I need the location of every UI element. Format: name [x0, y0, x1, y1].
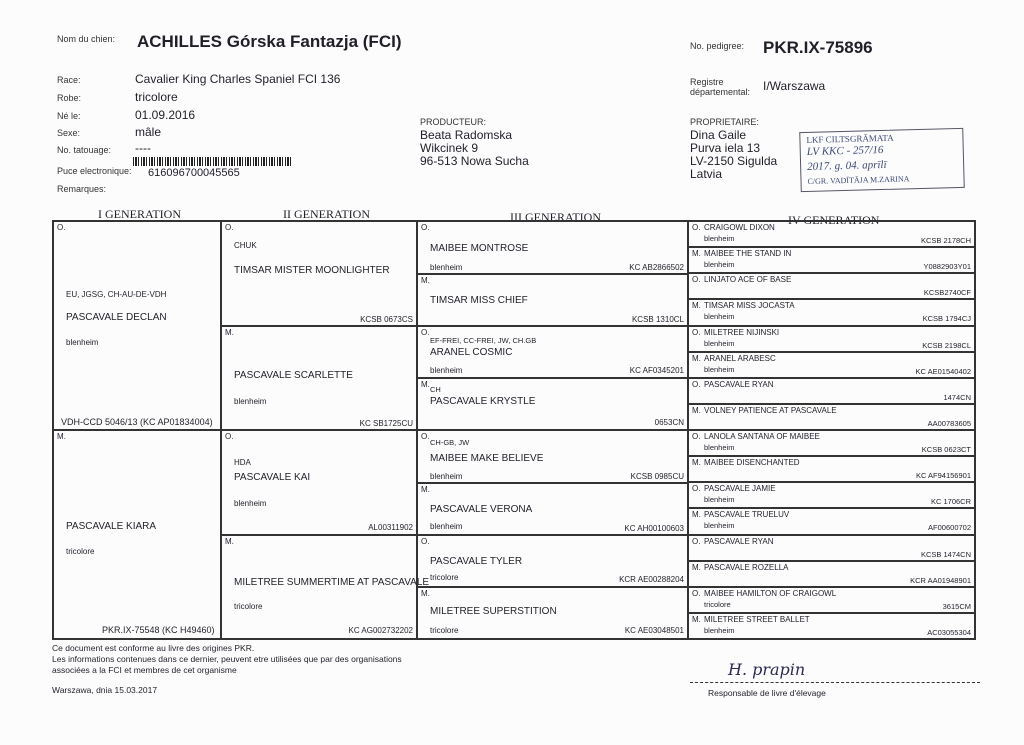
signature: H. prapin — [728, 660, 806, 679]
registration: KCSB 1794CJ — [922, 314, 971, 324]
dog-name: MAIBEE THE STAND IN — [704, 249, 792, 259]
registration: KCSB2740CF — [923, 288, 971, 298]
dog-name: MILETREE NIJINSKI — [704, 327, 780, 337]
parent-tag: M. — [421, 485, 430, 494]
dog-color: blenheim — [704, 443, 735, 452]
titles: CH-GB, JW — [430, 438, 470, 447]
producteur-line: 96-513 Nowa Sucha — [420, 154, 529, 168]
dog-name: MILETREE STREET BALLET — [704, 614, 810, 624]
dog-name: PASCAVALE TRUELUV — [704, 510, 790, 520]
gen4-cell — [688, 326, 975, 352]
pedigree-table — [52, 220, 976, 640]
parent-tag: O. — [692, 588, 701, 598]
dog-name: PASCAVALE RYAN — [704, 379, 774, 389]
registration: 3615CM — [942, 601, 971, 611]
dog-color: blenheim — [430, 263, 463, 272]
gen4-cell — [688, 299, 975, 325]
parent-tag: M. — [692, 458, 701, 468]
dog-name: PASCAVALE KIARA — [66, 521, 157, 532]
responsable-label: Responsable de livre d'élevage — [708, 688, 826, 698]
gen4-cell — [688, 508, 975, 534]
gen4-cell — [688, 430, 975, 456]
pedigree-label: No. pedigree: — [690, 41, 745, 51]
dog-name: LINJATO ACE OF BASE — [704, 275, 792, 285]
parent-tag: M. — [421, 380, 430, 389]
parent-tag: M. — [225, 328, 234, 337]
nom-label: Nom du chien: — [57, 34, 116, 44]
titles: HDA — [234, 458, 251, 467]
gen4-cell — [688, 561, 975, 587]
dog-color: tricolore — [430, 573, 459, 582]
registration: VDH-CCD 5046/13 (KC AP01834004) — [61, 417, 213, 427]
dog-name: MILETREE SUMMERTIME AT PASCAVALE — [234, 577, 430, 588]
gen3-cell — [417, 430, 688, 483]
gen3-cell — [417, 221, 688, 274]
tatouage-label: No. tatouage: — [57, 145, 112, 155]
dog-name: TIMSAR MISS JOCASTA — [704, 301, 795, 311]
gen2-cell — [221, 326, 417, 430]
gen2-cell — [221, 221, 417, 326]
titles: EF-FREI, CC-FREI, JW, CH.GB — [430, 336, 537, 345]
dog-name: VOLNEY PATIENCE AT PASCAVALE — [704, 405, 837, 415]
dog-color: blenheim — [66, 338, 99, 347]
registration: AA00783605 — [927, 418, 971, 428]
parent-tag: O. — [421, 537, 430, 546]
dog-name: MILETREE SUPERSTITION — [430, 606, 557, 617]
stamp-line: C/GR. VADĪTĀJA M.ZARINA — [807, 174, 910, 186]
dog-name: ARANEL ARABESC — [704, 353, 776, 363]
gen4-cell — [688, 587, 975, 613]
titles: CHUK — [234, 241, 257, 250]
titles: EU, JGSG, CH-AU-DE-VDH — [66, 290, 167, 299]
registre-label-1: Registre — [690, 77, 724, 87]
robe-value: tricolore — [135, 90, 178, 104]
parent-tag: O. — [225, 223, 234, 232]
gen3-cell — [417, 326, 688, 378]
gen3-cell — [417, 535, 688, 587]
registry-stamp — [799, 128, 965, 192]
dog-color: blenheim — [704, 312, 735, 322]
registration: KC AH00100603 — [624, 524, 684, 533]
registration: KC AF94156901 — [915, 471, 971, 481]
place-date: Warszawa, dnia 15.03.2017 — [52, 685, 158, 695]
gen2-cell — [221, 430, 417, 535]
dog-name: PASCAVALE JAMIE — [704, 484, 776, 494]
parent-tag: M. — [692, 562, 701, 572]
producteur-line: Wikcinek 9 — [420, 141, 479, 155]
registration: KC AB2866502 — [629, 263, 684, 272]
registration: KCSB 0623CT — [921, 445, 971, 454]
registration: 1474CN — [943, 392, 971, 402]
dog-name: PASCAVALE SCARLETTE — [234, 370, 353, 381]
parent-tag: M. — [421, 276, 430, 285]
stamp-line: LKF CILTSGRĀMATA — [806, 132, 894, 145]
dog-color: blenheim — [704, 338, 735, 348]
race-label: Race: — [57, 75, 81, 85]
registration: PKR.IX-75548 (KC H49460) — [102, 625, 215, 635]
generation-header: IV GENERATION — [788, 213, 880, 227]
gen4-cell — [688, 247, 975, 273]
gen3-cell — [417, 274, 688, 326]
footer-line: Les informations contenues dans ce dernier, peuvent etre utilisées que par des organisations — [52, 654, 402, 664]
registration: KC 1706CR — [930, 497, 971, 507]
registration: AF00600702 — [928, 523, 971, 533]
generation-header: III GENERATION — [510, 210, 601, 224]
registration: KCSB 1474CN — [920, 549, 971, 559]
dog-name: CRAIGOWL DIXON — [704, 223, 775, 232]
parent-tag: O. — [692, 536, 701, 546]
gen4-cell — [688, 273, 975, 299]
gen1-dam-cell — [53, 430, 221, 639]
parent-tag: M. — [692, 301, 701, 311]
dog-color: tricolore — [704, 599, 731, 609]
parent-tag: O. — [421, 223, 430, 232]
gen4-cell — [688, 352, 975, 378]
registration: 0653CN — [654, 418, 684, 427]
dog-color: blenheim — [704, 364, 735, 374]
dog-color: tricolore — [66, 547, 95, 556]
dog-name: PASCAVALE KRYSTLE — [430, 396, 536, 407]
sexe-label: Sexe: — [57, 128, 81, 138]
generation-header: I GENERATION — [98, 207, 181, 221]
footer-line: Ce document est conforme au livre des origines PKR. — [52, 643, 255, 653]
proprietaire-line: Latvia — [690, 167, 723, 181]
dog-color: blenheim — [704, 260, 735, 270]
gen3-cell — [417, 483, 688, 535]
puce-label: Puce electronique: — [57, 166, 132, 176]
dog-color: blenheim — [234, 499, 267, 508]
dog-name: MAIBEE MONTROSE — [430, 243, 529, 254]
registration: Y0882903Y01 — [923, 262, 971, 272]
dog-color: blenheim — [704, 625, 735, 635]
registration: KCSB 2178CH — [920, 236, 971, 245]
signature-line — [690, 682, 980, 683]
registration: AC03055304 — [927, 627, 971, 637]
parent-tag: O. — [692, 484, 701, 494]
parent-tag: M. — [225, 537, 234, 546]
dog-name: TIMSAR MISS CHIEF — [430, 295, 528, 306]
parent-tag: O. — [421, 328, 430, 337]
parent-tag: O. — [421, 432, 430, 441]
registration: KC AE01540402 — [915, 366, 971, 376]
parent-tag: M. — [692, 510, 701, 520]
registration: KCR AE00288204 — [619, 575, 684, 584]
registration: KC AF0345201 — [629, 366, 684, 375]
registre-value: I/Warszawa — [763, 79, 826, 93]
remarques-label: Remarques: — [57, 184, 107, 194]
dog-color: tricolore — [430, 626, 459, 635]
tatouage-value: ---- — [135, 141, 151, 155]
registration: KC AE03048501 — [624, 626, 684, 635]
gen4-cell — [688, 221, 975, 247]
dog-color: blenheim — [430, 366, 463, 375]
pedigree-number: PKR.IX-75896 — [763, 38, 873, 57]
gen4-cell — [688, 378, 975, 404]
dog-name: PASCAVALE TYLER — [430, 556, 523, 567]
parent-tag: O. — [692, 327, 701, 337]
dog-color: blenheim — [430, 522, 463, 531]
dog-name: PASCAVALE VERONA — [430, 504, 533, 515]
proprietaire-label: PROPRIETAIRE: — [690, 117, 759, 127]
dog-name: TIMSAR MISTER MOONLIGHTER — [234, 265, 390, 276]
dog-name: PASCAVALE ROZELLA — [704, 562, 789, 572]
parent-tag: O. — [692, 432, 701, 441]
dog-name: PASCAVALE KAI — [234, 472, 311, 483]
dog-color: blenheim — [704, 234, 735, 243]
sexe-value: mâle — [135, 125, 162, 139]
parent-tag: O. — [692, 379, 701, 389]
proprietaire-line: LV-2150 Sigulda — [690, 154, 778, 168]
dog-color: blenheim — [704, 521, 735, 531]
dog-name: MAIBEE HAMILTON OF CRAIGOWL — [704, 588, 837, 598]
registration: KCSB 0985CU — [630, 472, 684, 481]
registration: AL00311902 — [368, 523, 413, 532]
parent-tag: O. — [57, 223, 66, 232]
dog-color: blenheim — [430, 472, 463, 481]
proprietaire-line: Purva iela 13 — [690, 141, 761, 155]
gen3-cell — [417, 587, 688, 639]
parent-tag: M. — [692, 353, 701, 363]
dog-name: PASCAVALE DECLAN — [66, 312, 167, 323]
producteur-line: Beata Radomska — [420, 128, 513, 142]
parent-tag: M. — [692, 614, 701, 624]
gen4-cell — [688, 482, 975, 508]
puce-value: 616096700045565 — [148, 167, 240, 179]
titles: CH — [430, 385, 441, 394]
dog-color: blenheim — [234, 397, 267, 406]
registration: KCSB 2198CL — [922, 340, 971, 350]
registration: KCSB 1310CL — [631, 315, 684, 324]
parent-tag: M. — [692, 249, 701, 259]
generation-header: II GENERATION — [283, 207, 370, 221]
footer-line: associées a la FCI et membres de cet organisme — [52, 665, 237, 675]
parent-tag: M. — [421, 589, 430, 598]
registration: KCR AA01948901 — [910, 575, 971, 585]
dog-color: blenheim — [704, 495, 735, 505]
parent-tag: O. — [225, 432, 234, 441]
producteur-label: PRODUCTEUR: — [420, 117, 487, 127]
dog-name: MAIBEE MAKE BELIEVE — [430, 453, 544, 464]
dog-name: PASCAVALE RYAN — [704, 536, 774, 546]
parent-tag: O. — [692, 223, 701, 232]
gen1-sire-cell — [53, 221, 221, 430]
ne-value: 01.09.2016 — [135, 108, 196, 122]
registration: KC AG002732202 — [348, 626, 413, 635]
dog-name: ARANEL COSMIC — [430, 347, 513, 358]
parent-tag: M. — [57, 432, 66, 441]
microchip-barcode — [133, 157, 293, 166]
gen4-cell — [688, 404, 975, 430]
registre-label-2: départemental: — [690, 87, 751, 97]
dog-color: tricolore — [234, 602, 263, 611]
dog-name: LANOLA SANTANA OF MAIBEE — [704, 432, 820, 441]
race-value: Cavalier King Charles Spaniel FCI 136 — [135, 72, 341, 86]
stamp-line: 2017. g. 04. aprīlī — [806, 158, 887, 173]
gen4-cell — [688, 535, 975, 561]
registration: KC SB1725CU — [359, 419, 413, 428]
parent-tag: M. — [692, 405, 701, 415]
dog-name: MAIBEE DISENCHANTED — [704, 458, 800, 468]
robe-label: Robe: — [57, 93, 82, 103]
stamp-line: LV KKC - 257/16 — [806, 143, 884, 158]
gen4-cell — [688, 613, 975, 639]
ne-label: Né le: — [57, 111, 81, 121]
gen4-cell — [688, 456, 975, 482]
dog-name: ACHILLES Górska Fantazja (FCI) — [137, 32, 402, 51]
registration: KCSB 0673CS — [360, 315, 413, 324]
parent-tag: O. — [692, 275, 701, 285]
gen2-cell — [221, 535, 430, 639]
proprietaire-line: Dina Gaile — [690, 128, 747, 142]
gen3-cell — [417, 378, 688, 430]
